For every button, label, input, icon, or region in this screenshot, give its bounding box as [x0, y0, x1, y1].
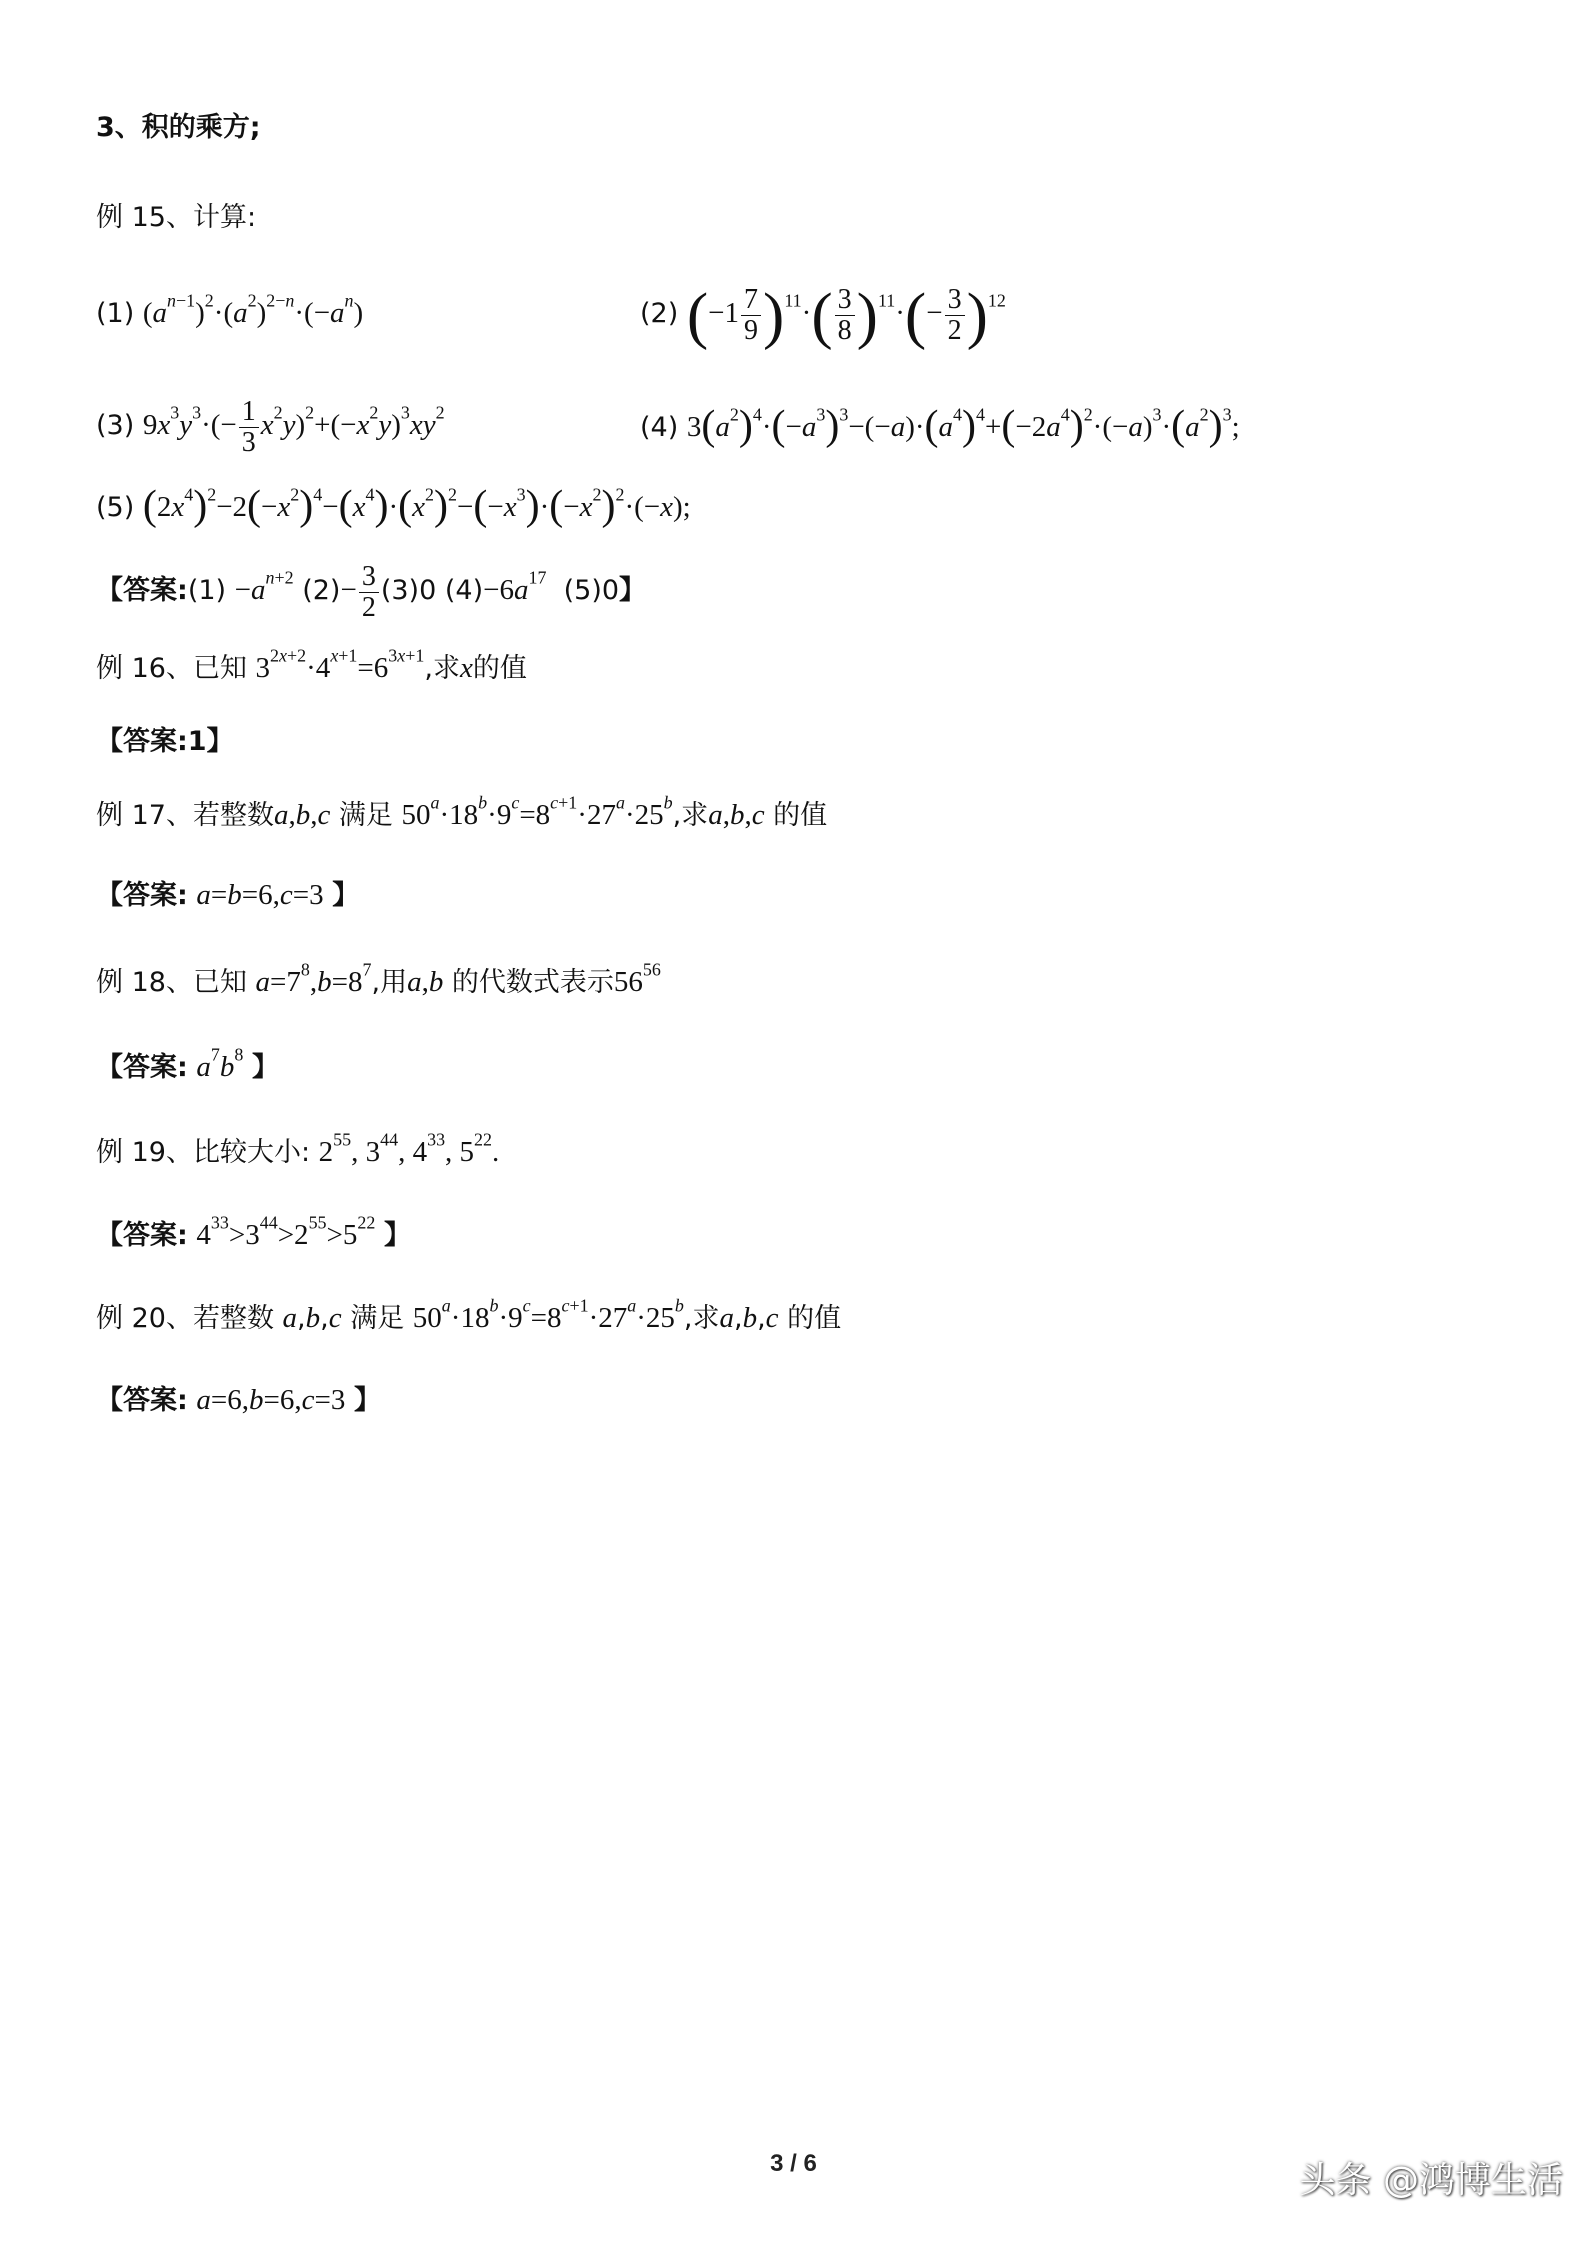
answer-5: (5)0 — [563, 575, 620, 606]
example-19-label: 例 19、比较大小: — [96, 1137, 311, 1168]
example-15-answer — [96, 560, 646, 623]
part-4-number: (4) — [640, 412, 679, 443]
example-20-equation: $50^a\cdot 18^b\cdot 9^c=8^{c+1}\cdot 27^a\cdot 25^b$ — [412, 1295, 684, 1334]
answer-2-number: (2) — [302, 575, 341, 606]
example-17-mid: 满足 — [338, 800, 393, 831]
answer-end: 】 — [619, 575, 647, 606]
example-17-tail: ,求 — [672, 800, 709, 831]
example-20-mid: 满足 — [350, 1303, 405, 1334]
example-15-part-3 — [96, 395, 445, 458]
answer-prefix: 【答案: — [96, 1220, 188, 1251]
answer-4-value: $-6a^{17}$ — [483, 567, 547, 606]
example-19 — [96, 1129, 500, 1173]
answer-end: 】 — [353, 1385, 381, 1416]
answer-end: 】 — [383, 1220, 411, 1251]
example-16: 例 16、已知 $3^{2x+2}\cdot 4^{x+1}=6^{3x+1}$,求x的值 — [96, 645, 527, 684]
answer-end: 】 — [332, 880, 360, 911]
part-3-expression: $9x^3y^3\cdot(-$ $\frac{1}{3}$ $x^2y)^2+(-x^2y)^3xy^2$ — [142, 395, 445, 458]
answer-1-value: $-a^{n+2}$ — [234, 567, 294, 606]
example-20: 例 20、若整数 a,b,c 满足 $50^a\cdot 18^b\cdot 9^c=8^{c+1}\cdot 27^a\cdot 25^b$,求a,b,c 的值 — [96, 1295, 842, 1334]
section-title: 3、积的乘方; — [96, 112, 261, 143]
example-15-part-5 — [96, 485, 691, 528]
answer-prefix: 【答案: — [96, 880, 188, 911]
example-20-answer-value: a=6,b=6,c=3 — [196, 1384, 346, 1416]
example-18-answer-value: $a^7b^8$ — [196, 1044, 244, 1083]
example-18-answer — [96, 1044, 279, 1088]
part-1-expression: $(a^{n-1})^2\cdot(a^2)^{2-n}\cdot(-a^n)$ — [142, 290, 364, 329]
example-15-part-2 — [640, 268, 1006, 359]
example-15-part-4 — [640, 405, 1240, 448]
part-5-number: (5) — [96, 492, 135, 523]
answer-prefix: 【答案: — [96, 1385, 188, 1416]
part-2-number: (2) — [640, 298, 679, 329]
example-16-tail2: 的值 — [472, 653, 527, 684]
example-16-tail: ,求 — [424, 653, 460, 684]
answer-3: (3)0 — [380, 575, 437, 606]
part-2-expression: (−1 $\frac{7}{9}$ )$^{11}$·( $\frac{3}{8}$ )$^{11}$·(− $\frac{3}{2}$ )$^{12}$ — [686, 279, 1006, 351]
example-19-values: $2^{55}$, $3^{44}$, $4^{33}$, $5^{22}$. — [318, 1129, 500, 1168]
example-17: 例 17、若整数a,b,c 满足 $50^a\cdot 18^b\cdot 9^c=8^{c+1}\cdot 27^a\cdot 25^b$,求a,b,c 的值 — [96, 792, 828, 831]
example-18: 例 18、已知 $a=7^8,b=8^7$,用a,b 的代数式表示$56^{56}$ — [96, 959, 661, 998]
page-number: 3 / 6 — [770, 2150, 817, 2177]
part-1-number: (1) — [96, 298, 135, 329]
example-19-answer-value: $4^{33}>3^{44}>2^{55}>5^{22}$ — [196, 1212, 376, 1251]
example-16-label: 例 16、已知 — [96, 653, 247, 684]
part-3-number: (3) — [96, 410, 135, 441]
answer-end: 】 — [251, 1052, 279, 1083]
answer-1-number: (1) — [187, 575, 227, 606]
example-18-label: 例 18、已知 — [96, 967, 247, 998]
example-18-target: $56^{56}$ — [613, 959, 661, 998]
example-16-answer: 【答案:1】 — [96, 726, 234, 757]
example-15-label: 例 15、计算: — [96, 202, 257, 233]
example-20-label: 例 20、若整数 — [96, 1303, 274, 1334]
example-17-answer — [96, 875, 359, 916]
answer-4-number: (4) — [444, 575, 484, 606]
answer-prefix: 【答案: — [96, 575, 188, 606]
example-15-part-1 — [96, 290, 364, 334]
example-17-equation: $50^a\cdot 18^b\cdot 9^c=8^{c+1}\cdot 27^a\cdot 25^b$ — [401, 792, 673, 831]
part-5-expression: $(2x^4)^2-2(-x^2)^4-(x^4)\cdot(x^2)^2-(-x^3)\cdot(-x^2)^2\cdot(-x)$; — [142, 483, 691, 529]
part-4-expression: $3(a^2)^4\cdot(-a^3)^3-(-a)\cdot(a^4)^4+(-2a^4)^2\cdot(-a)^3\cdot(a^2)^3$; — [686, 403, 1240, 449]
example-20-tail: ,求 — [683, 1303, 720, 1334]
example-18-tail: 的代数式表示 — [451, 967, 614, 998]
example-20-tail2: 的值 — [787, 1303, 842, 1334]
example-20-answer — [96, 1380, 381, 1421]
example-19-answer — [96, 1212, 411, 1256]
example-17-tail2: 的值 — [773, 800, 828, 831]
example-17-label: 例 17、若整数 — [96, 800, 274, 831]
answer-prefix: 【答案: — [96, 1052, 188, 1083]
answer-2-value: − $\frac{3}{2}$ — [340, 574, 380, 606]
example-18-given: $a=7^8,b=8^7$ — [255, 959, 372, 998]
example-17-answer-value: a=b=6,c=3 — [196, 879, 324, 911]
example-16-equation: $3^{2x+2}\cdot 4^{x+1}=6^{3x+1}$ — [255, 645, 425, 684]
watermark: 头条 @鸿博生活 — [1299, 2160, 1563, 2201]
example-18-mid: ,用 — [371, 967, 408, 998]
